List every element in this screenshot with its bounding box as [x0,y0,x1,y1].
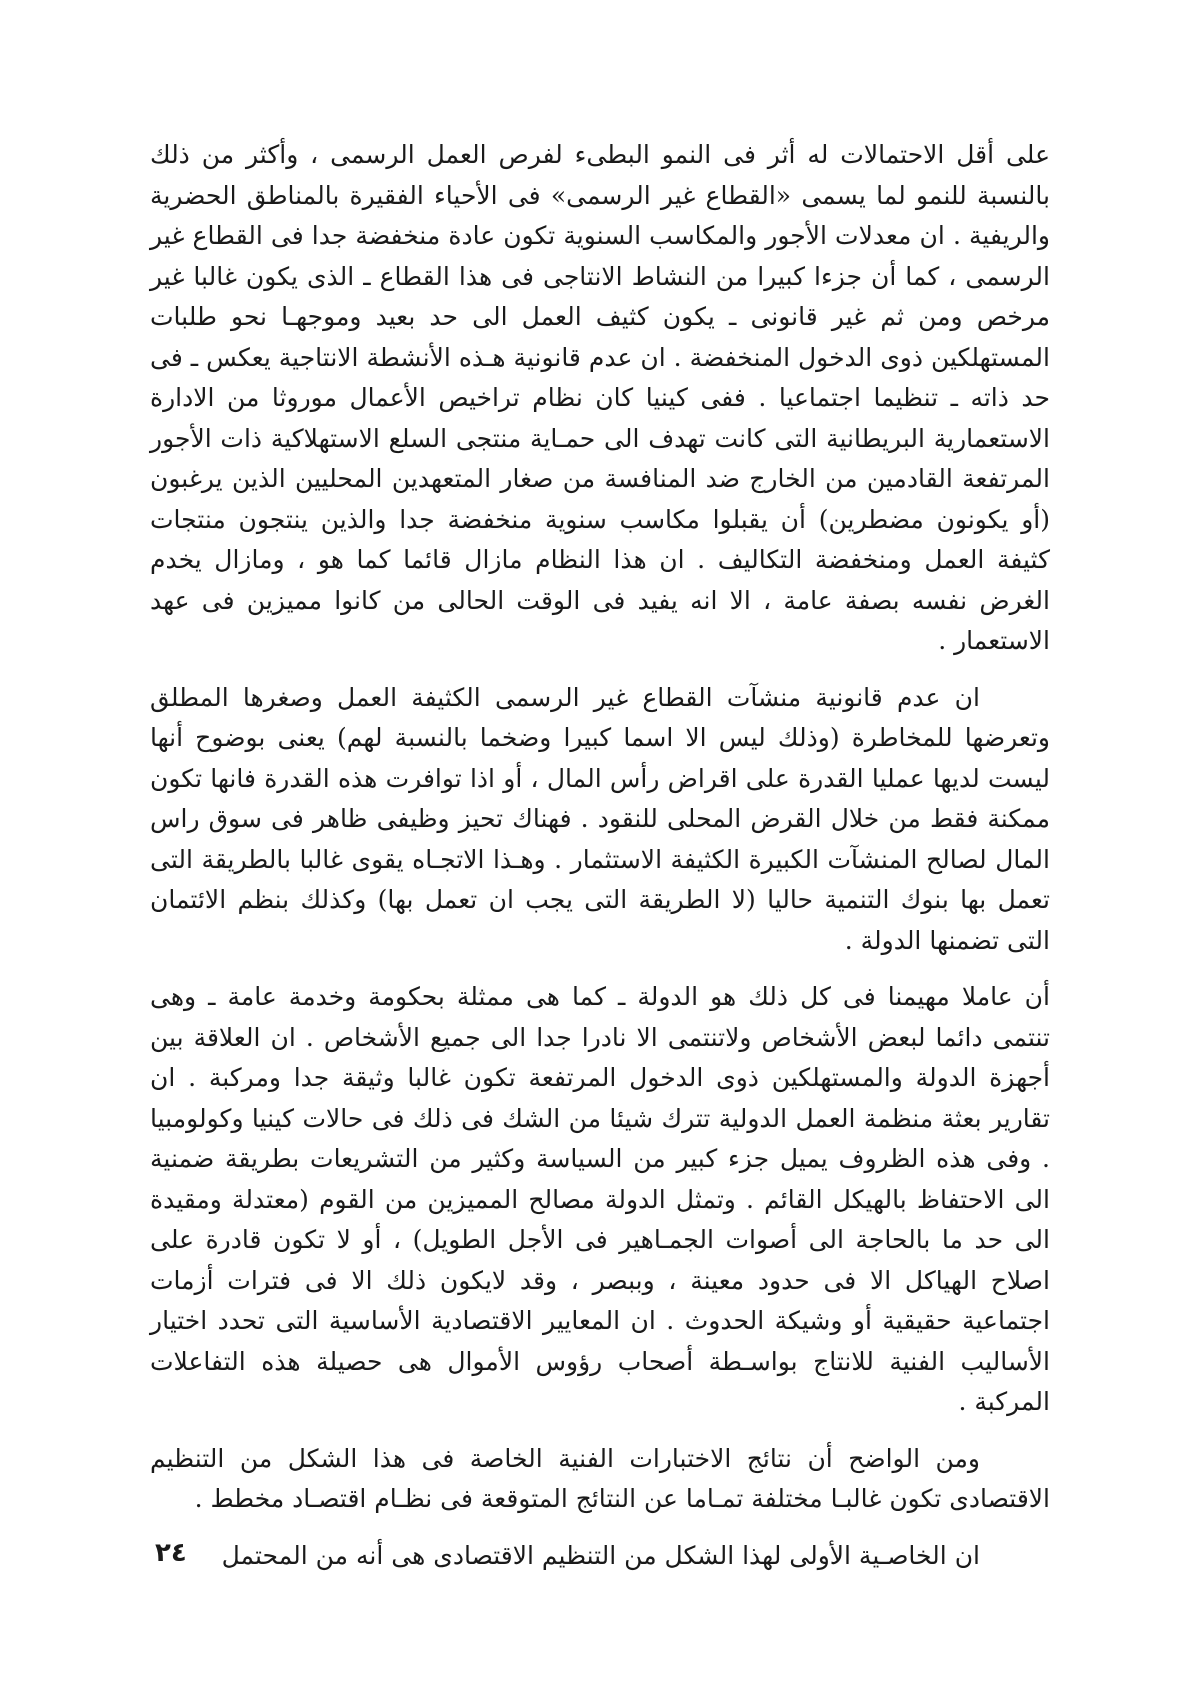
document-page [150,135,1050,1615]
page-number: ٢٤ [155,1538,187,1568]
paragraph-3: أن عاملا مهيمنا فى كل ذلك هو الدولة ـ كما هى ممثلة بحكومة وخدمة عامة ـ وهى تنتمى دائما لبعض الأشخاص ولاتنتمى الا نادرا جدا الى جميع الأشخاص . ان العلاقة بين أجهزة الدولة والمستهلكين ذوى الدخول المرتفعة تكون غالبا وثيقة جدا ومركبة . ان تقارير بعثة منظمة العمل الدولية تترك شيئا من الشك فى ذلك فى حالات كينيا وكولومبيا . وفى هذه الظروف يميل جزء كبير من السياسة وكثير من التشريعات بطريقة ضمنية الى الاحتفاظ بالهيكل القائم . وتمثل الدولة مصالح المميزين من القوم (معتدلة ومقيدة الى حد ما بالحاجة الى أصوات الجمـاهير فى الأجل الطويل) ، أو لا تكون قادرة على اصلاح الهياكل الا فى حدود معينة ، وببصر ، وقد لايكون ذلك الا فى فترات أزمات اجتماعية حقيقية أو وشيكة الحدوث . ان المعايير الاقتصادية الأساسية التى تحدد اختيار الأساليب الفنية للانتاج بواسـطة أصحاب رؤوس الأموال هى حصيلة هذه التفاعلات المركبة . [150,982,1050,1416]
paragraph-5: ان الخاصـية الأولى لهذا الشكل من التنظيم الاقتصادى هى أنه من المحتمل [221,1540,980,1570]
paragraph-4: ومن الواضح أن نتائج الاختبارات الفنية الخاصة فى هذا الشكل من التنظيم الاقتصادى تكون غالبـا مختلفة تمـاما عن النتائج المتوقعة فى نظـام اقتصـاد مخطط . [150,1443,1050,1513]
paragraph-2: ان عدم قانونية منشآت القطاع غير الرسمى الكثيفة العمل وصغرها المطلق وتعرضها للمخاطرة (وذلك ليس الا اسما كبيرا وضخما بالنسبة لهم) يعنى بوضوح أنها ليست لديها عمليا القدرة على اقراض رأس المال ، أو اذا توافرت هذه القدرة فانها تكون ممكنة فقط من خلال القرض المحلى للنقود . فهناك تحيز وظيفى ظاهر فى سوق راس المال لصالح المنشآت الكبيرة الكثيفة الاستثمار . وهـذا الاتجـاه يقوى غالبا بالطريقة التى تعمل بها بنوك التنمية حاليا (لا الطريقة التى يجب ان تعمل بها) وكذلك بنظم الائتمان التى تضمنها الدولة . [150,682,1050,955]
paragraph-1: على أقل الاحتمالات له أثر فى النمو البطىء لفرص العمل الرسمى ، وأكثر من ذلك بالنسبة للنمو لما يسمى «القطاع غير الرسمى» فى الأحياء الفقيرة بالمناطق الحضرية والريفية . ان معدلات الأجور والمكاسب السنوية تكون عادة منخفضة جدا فى القطاع غير الرسمى ، كما أن جزءا كبيرا من النشاط الانتاجى فى هذا القطاع ـ الذى يكون غالبا غير مرخص ومن ثم غير قانونى ـ يكون كثيف العمل الى حد بعيد وموجهـا نحو طلبات المستهلكين ذوى الدخول المنخفضة . ان عدم قانونية هـذه الأنشطة الانتاجية يعكس ـ فى حد ذاته ـ تنظيما اجتماعيا . ففى كينيا كان نظام تراخيص الأعمال موروثا من الادارة الاستعمارية البريطانية التى كانت تهدف الى حمـاية منتجى السلع الاستهلاكية ذات الأجور المرتفعة القادمين من الخارج ضد المنافسة من صغار المتعهدين المحليين الذين يرغبون (أو يكونون مضطرين) أن يقبلوا مكاسب سنوية منخفضة جدا والذين ينتجون منتجات كثيفة العمل ومنخفضة التكاليف . ان هذا النظام مازال قائما كما هو ، ومازال يخدم الغرض نفسه بصفة عامة ، الا انه يفيد فى الوقت الحالى من كانوا مميزين فى عهد الاستعمار . [150,140,1050,655]
